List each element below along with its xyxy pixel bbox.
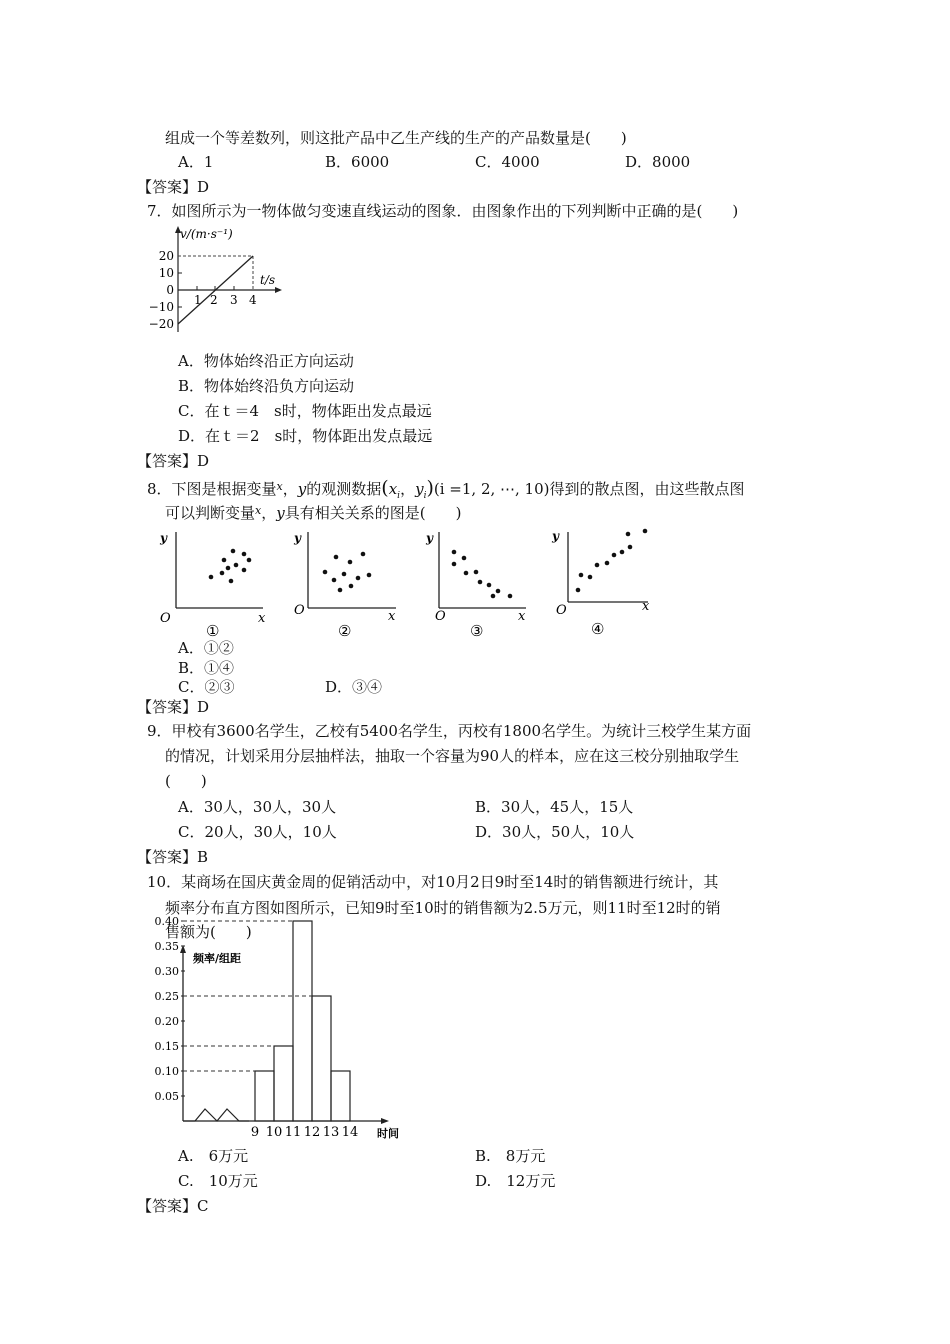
- q10-answer: 【答案】C: [137, 1197, 209, 1215]
- svg-text:O: O: [160, 611, 171, 626]
- q6-option-a: A．1: [178, 153, 214, 171]
- ytick-20: 20: [158, 249, 174, 263]
- histogram-xtick-13: 13: [322, 1125, 340, 1140]
- svg-text:①: ①: [206, 622, 220, 640]
- q10-option-a: A. 6万元: [178, 1147, 249, 1165]
- histogram-ytick-0.35: 0.35: [154, 940, 179, 953]
- q10-line2: 频率分布直方图如图所示，已知9时至10时的销售额为2.5万元，则11时至12时的销: [165, 899, 721, 917]
- histogram-ylabel: 频率/组距: [193, 952, 242, 965]
- q6-option-d: D．8000: [625, 153, 691, 171]
- histogram-ytick-0.40: 0.40: [154, 915, 179, 928]
- histogram-bar-13-14: [331, 1071, 350, 1121]
- q8-stem-line2: 可以判断变量$^x$，y具有相关关系的图是( ): [165, 504, 462, 522]
- svg-text:③: ③: [470, 622, 484, 640]
- histogram-x-arrow: [381, 1118, 389, 1124]
- q9-line2: 的情况，计划采用分层抽样法，抽取一个容量为90人的样本，应在这三校分别抽取学生: [165, 747, 740, 765]
- q8-option-b: B．①④: [178, 659, 235, 677]
- q7-stem: 7．如图所示为一物体做匀变速直线运动的图象．由图象作出的下列判断中正确的是( ): [147, 202, 739, 220]
- svg-text:x: x: [518, 609, 526, 624]
- ytick-10: 10: [158, 266, 174, 280]
- histogram-xtick-11: 11: [284, 1125, 302, 1140]
- q10-line3: 售额为( ): [165, 923, 252, 941]
- svg-text:O: O: [294, 603, 305, 618]
- q7-option-d: D．在ｔ＝2 s时，物体距出发点最远: [178, 427, 433, 445]
- histogram-bar-11-12: [293, 921, 312, 1121]
- axis-break-zigzag: [183, 1109, 249, 1121]
- q9-option-d: D．30人，50人，10人: [475, 823, 635, 841]
- graph-xlabel: t/s: [260, 273, 276, 287]
- histogram-xtick-9: 9: [250, 1125, 260, 1140]
- q8-stem: 8．下图是根据变量$^x$，y的观测数据($x_i$，$y_i)(i =1$, 2, ⋯, 10)得到的散点图，由这些散点图: [147, 477, 745, 501]
- q7-option-a: A．物体始终沿正方向运动: [178, 352, 354, 370]
- velocity-time-graph: [140, 222, 290, 337]
- q9-line3: ( ): [165, 772, 207, 790]
- svg-text:O: O: [556, 603, 567, 618]
- histogram-xtick-14: 14: [341, 1125, 359, 1140]
- q6-option-c: C．4000: [475, 153, 540, 171]
- histogram-ytick-0.20: 0.20: [154, 1015, 179, 1028]
- scatter-plot-4: [551, 529, 650, 638]
- q9-option-b: B．30人，45人，15人: [475, 798, 634, 816]
- q8-option-d: D．③④: [325, 678, 383, 696]
- histogram-ytick-0.10: 0.10: [154, 1065, 179, 1078]
- svg-text:y: y: [552, 529, 559, 543]
- ytick-neg10: −10: [148, 300, 174, 314]
- histogram-ytick-0.25: 0.25: [154, 990, 179, 1003]
- xtick-2: 2: [210, 293, 218, 307]
- svg-text:x: x: [258, 611, 266, 626]
- histogram-ytick-0.30: 0.30: [154, 965, 179, 978]
- histogram-ytick-0.05: 0.05: [154, 1090, 179, 1103]
- histogram-ytick-0.15: 0.15: [154, 1040, 179, 1053]
- histogram-bar-10-11: [274, 1046, 293, 1121]
- q10-line1: 10．某商场在国庆黄金周的促销活动中，对10月2日9时至14时的销售额进行统计，其: [147, 873, 719, 891]
- q9-answer: 【答案】B: [137, 848, 209, 866]
- scatter-plot-2: [293, 531, 396, 640]
- q7-option-b: B．物体始终沿负方向运动: [178, 377, 355, 395]
- q7-option-c: C．在ｔ＝4 s时，物体距出发点最远: [178, 402, 432, 420]
- svg-text:x: x: [642, 599, 650, 614]
- svg-text:y: y: [160, 531, 167, 545]
- scatter-plots: [148, 520, 668, 642]
- histogram-bar-9-10: [255, 1071, 274, 1121]
- q9-option-a: A．30人，30人，30人: [178, 798, 337, 816]
- q6-line: 组成一个等差数列，则这批产品中乙生产线的生产的产品数量是( ): [165, 129, 627, 147]
- ytick-0: 0: [166, 283, 174, 297]
- svg-text:②: ②: [338, 622, 352, 640]
- q9-option-c: C．20人，30人，10人: [178, 823, 337, 841]
- q9-line1: 9．甲校有3600名学生，乙校有5400名学生，丙校有1800名学生。为统计三校学生某方面: [147, 722, 752, 740]
- svg-text:y: y: [426, 531, 433, 545]
- q6-option-b: B．6000: [325, 153, 390, 171]
- graph-ylabel: v/(m·s⁻¹): [180, 227, 233, 241]
- histogram-xtick-12: 12: [303, 1125, 321, 1140]
- q10-option-d: D. 12万元: [475, 1172, 556, 1190]
- xtick-1: 1: [194, 293, 202, 307]
- q8-answer: 【答案】D: [137, 698, 210, 716]
- q10-option-b: B. 8万元: [475, 1147, 546, 1165]
- histogram-xlabel: 时间: [377, 1127, 399, 1140]
- q7-answer: 【答案】D: [137, 452, 210, 470]
- svg-text:x: x: [388, 609, 396, 624]
- svg-text:y: y: [294, 531, 301, 545]
- xtick-3: 3: [230, 293, 238, 307]
- q6-answer: 【答案】D: [137, 178, 210, 196]
- q10-option-c: C. 10万元: [178, 1172, 258, 1190]
- svg-text:④: ④: [591, 620, 605, 638]
- histogram-bar-12-13: [312, 996, 331, 1121]
- svg-text:O: O: [435, 609, 446, 624]
- ytick-neg20: −20: [148, 317, 174, 331]
- scatter-plot-3: [425, 531, 526, 640]
- histogram-xtick-10: 10: [265, 1125, 283, 1140]
- xtick-4: 4: [249, 293, 257, 307]
- scatter-plot-1: [159, 531, 266, 640]
- q8-option-c: C．②③: [178, 678, 235, 696]
- q8-option-a: A．①②: [178, 639, 234, 657]
